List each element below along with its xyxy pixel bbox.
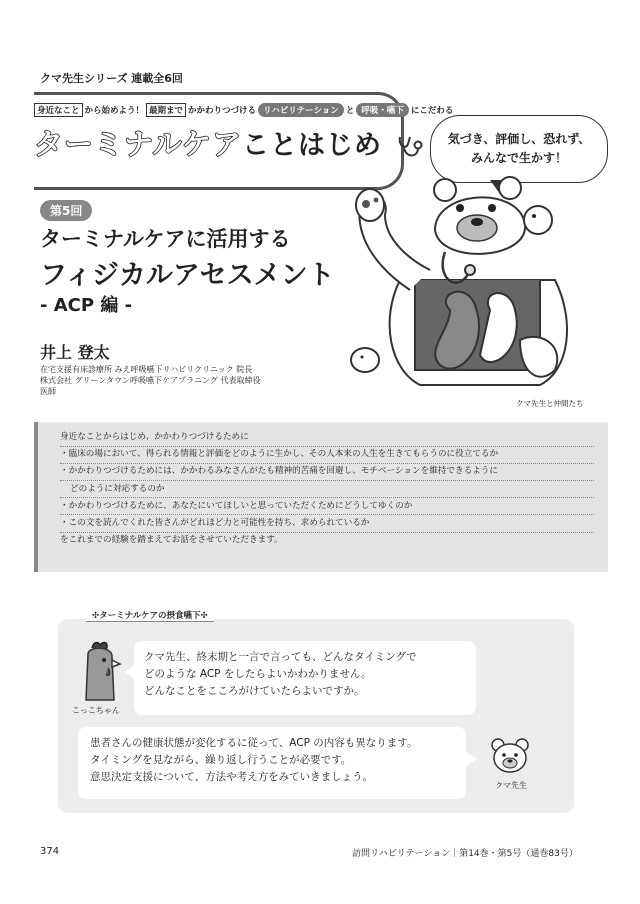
intro-line: ・かかわりつづけるためには、かかわるみなさんがたも精神的苦痛を回避し、モチベーションを維持できるように <box>60 464 594 481</box>
bear-doctor-illustration <box>340 170 610 398</box>
author-affiliations <box>40 364 260 397</box>
headline-line-3: - ACP 編 - <box>40 295 133 316</box>
answer-line-2: タイミングを見ながら、繰り返し行うことが必要です。 <box>90 754 352 766</box>
answer-line-3: 意思決定支援について、方法や考え方をみていきましょう。 <box>90 771 374 783</box>
bubble-line-1: 気づき、評価し、恐れず、 <box>447 132 591 146</box>
banner-tag-3: リハビリテーション <box>258 103 344 117</box>
banner-tag-1: 身近なこと <box>34 103 83 117</box>
question-line-3: どんなことをこころがけていたらよいですか。 <box>144 685 365 697</box>
banner-tag-2-rest: かかわりつづける <box>188 106 257 116</box>
banner-tag-1-rest: から始めよう！ <box>84 106 145 116</box>
answer-line-1: 患者さんの健康状態が変化するに従って、ACP の内容も異なります。 <box>90 737 418 749</box>
intro-line: ・臨床の場において、得られる情報と評価をどのように生かし、その人本来の人生を生きてもらうのに役立てるか <box>60 447 594 464</box>
episode-badge: 第5回 <box>40 200 92 221</box>
dialogue-label: ✣ターミナルケアの摂食嚥下✣ <box>86 609 214 622</box>
intro-line: どのように対応するのか <box>60 481 594 498</box>
author-affiliation-3: 医師 <box>40 387 56 396</box>
question-line-1: クマ先生、終末期と一言で言っても、どんなタイミングで <box>144 651 417 663</box>
banner-and: と <box>345 106 355 116</box>
stethoscope-icon <box>396 134 426 160</box>
banner-title-main: ターミナルケア <box>34 127 242 161</box>
banner-subtitle <box>34 103 453 117</box>
headline-line-1: ターミナルケアに活用する <box>40 227 291 251</box>
author-affiliation-2: 株式会社 グリーンタウン呼吸嚥下ケアプラニング 代表取締役 <box>40 376 261 385</box>
illustration-caption: クマ先生と仲間たち <box>516 399 584 408</box>
intro-line: をこれまでの経験を踏まえてお話をさせていただきます。 <box>60 534 283 545</box>
question-line-2: どのような ACP をしたらよいかわかりません。 <box>144 668 372 680</box>
speech-tail-right <box>466 752 477 766</box>
question-bubble <box>134 641 476 715</box>
headline-line-2: フィジカルアセスメント <box>40 260 335 291</box>
intro-line: ・かかわりつづけるために、あなたにいてほしいと思っていただくためにどうしてゆくのか <box>60 498 594 515</box>
journal-info: 訪問リハビリテーション｜第14巻・第5号（通巻83号） <box>352 849 578 859</box>
banner-title <box>34 122 426 163</box>
intro-box <box>34 422 608 572</box>
banner-title-sub: ことはじめ <box>241 130 382 161</box>
banner-tag-4: 呼吸・嚥下 <box>356 103 409 117</box>
author-name: 井上 登太 <box>40 343 110 362</box>
answer-bubble <box>78 727 466 799</box>
banner-tag-2: 最期まで <box>146 103 186 117</box>
intro-line: ・この文を読んでくれた皆さんがどれほど力と可能性を持ち、求められているか <box>60 515 594 532</box>
intro-line: 身近なことからはじめ、かかわりつづけるために <box>60 430 594 447</box>
series-label: クマ先生シリーズ 連載全6回 <box>40 72 183 85</box>
chicken-name: こっこちゃん <box>72 706 120 715</box>
page-number: 374 <box>40 846 60 857</box>
chicken-icon <box>78 640 122 704</box>
author-affiliation-1: 在宅支援有床診療所 みえ呼吸嚥下リハビリクリニック 院長 <box>40 365 253 374</box>
banner-tag-4-rest: にこだわる <box>410 106 454 116</box>
bear-name: クマ先生 <box>495 781 527 790</box>
bear-face-icon <box>490 736 530 776</box>
bubble-line-2: みんなで生かす！ <box>470 151 567 165</box>
